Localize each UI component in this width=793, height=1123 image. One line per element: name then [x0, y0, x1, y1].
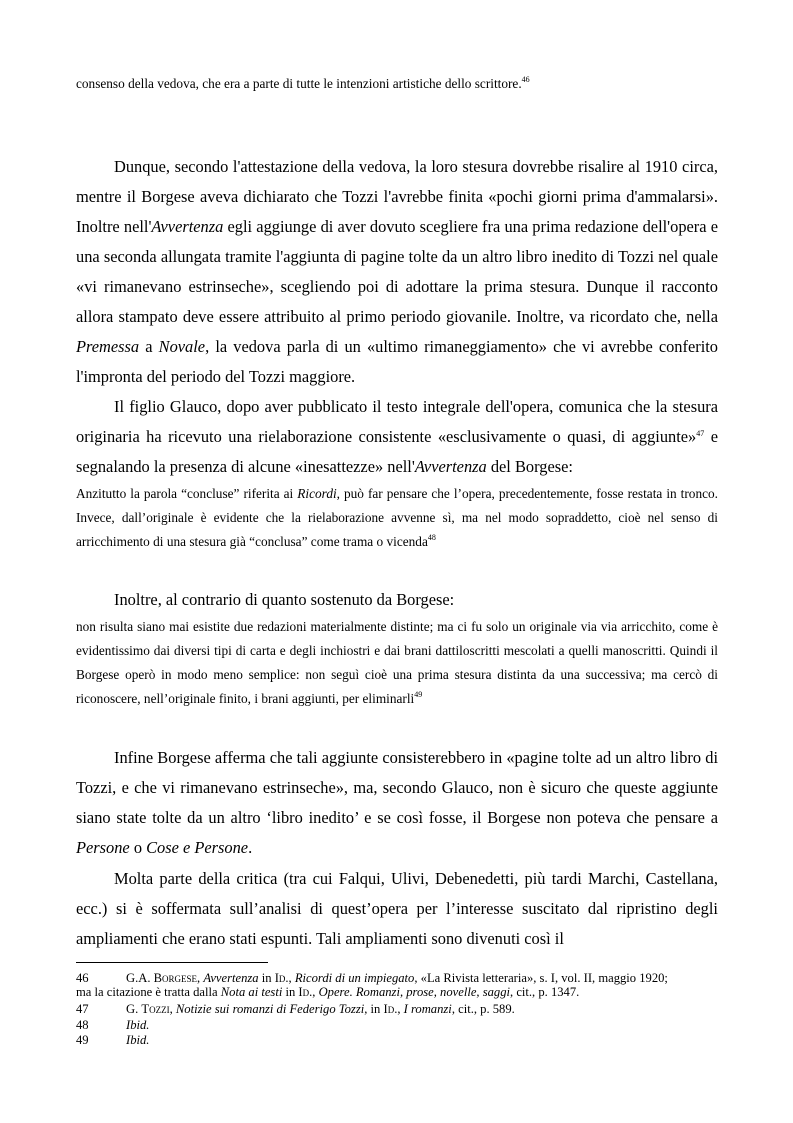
footnote-ref-46: 46 [521, 75, 530, 84]
paragraph-critica: Molta parte della critica (tra cui Falqui, Ulivi, Debenedetti, più tardi Marchi, Castellana, ecc.) si è soffermata sull’analisi di quest’opera per l’interesse suscitato dal ripristino degli ampliamenti che erano stati espunti. Tali ampliamenti sono divenuti così il [76, 869, 718, 948]
paragraph-inoltre: Inoltre, al contrario di quanto sostenuto da Borgese: [114, 590, 455, 609]
footnote-47: 47 G. Tozzi, Notizie sui romanzi di Federigo Tozzi, in Id., I romanzi, cit., p. 589. [76, 1002, 515, 1016]
block-quote-2: non risulta siano mai esistite due redazioni materialmente distinte; ma ci fu solo un originale via via arricchito, come è evidentissimo dai diversi tipi di carta e degli inchiostri e dai brani dattiloscritti mescolati a quelli manoscritti. Quindi il Borgese operò in modo meno semplice: non seguì cioè una prima stesura distinta da una successiva; ma cercò di riconoscere, nell’originale finito, i brani aggiunti, per eliminarli$^{49}$ [76, 619, 718, 706]
carryover-text: consenso della vedova, che era a parte di tutte le intenzioni artistiche dello scrittore. [76, 76, 522, 91]
paragraph-glauco: Il figlio Glauco, dopo aver pubblicato il testo integrale dell'opera, comunica che la stesura originaria ha ricevuto una rielaborazione consistente «esclusivamente o quasi, di aggiunte»$^{47}$ e segnalando la presenza di alcune «inesattezze» nell'Avvertenza del Borgese: [76, 397, 718, 476]
footnote-ref-47: 47 [696, 429, 705, 438]
paragraph-dunque: Dunque, secondo l'attestazione della vedova, la loro stesura dovrebbe risalire al 1910 circa, mentre il Borgese aveva dichiarato che Tozzi l'avrebbe finita «pochi giorni prima d'ammalarsi». Inoltre nell'Avvertenza egli aggiunge di aver dovuto scegliere fra una prima redazione dell'opera e una seconda allungata tramite l'aggiunta di pagine tolte da un altro libro inedito di Tozzi nel quale «vi rimanevano estrinseche», scegliendo poi di adottare la prima stesura. Dunque il racconto allora stampato deve essere attribuito al primo periodo giovanile. Inoltre, va ricordato che, nella Premessa a Novale, la vedova parla di un «ultimo rimaneggiamento» che vi avrebbe conferito l'impronta del periodo del Tozzi maggiore. [76, 157, 718, 386]
footnote-49: 49 Ibid. [76, 1033, 150, 1047]
footnote-48: 48 Ibid. [76, 1018, 150, 1032]
footnote-separator [76, 962, 268, 963]
footnote-46: 46 G.A. Borgese, Avvertenza in Id., Ricordi di un impiegato, «La Rivista letteraria», s. I, vol. II, maggio 1920; ma la citazione è tratta dalla Nota ai testi in Id., Opere. Romanzi, prose, novelle, saggi, cit., p. 1347. [76, 971, 718, 1000]
footnote-46-continuation: ma la citazione è tratta dalla Nota ai testi in Id., Opere. Romanzi, prose, novelle, saggi, cit., p. 1347. [76, 985, 580, 1000]
footnote-ref-48: 48 [427, 533, 436, 542]
paragraph-infine: Infine Borgese afferma che tali aggiunte consisterebbero in «pagine tolte ad un altro libro di Tozzi, e che vi rimanevano estrinseche», ma, secondo Glauco, non è sicuro che queste aggiunte siano state tolte da un altro ‘libro inedito’ e se così fosse, il Borgese non poteva che pensare a Persone o Cose e Persone. [76, 748, 718, 857]
carryover-line [76, 73, 718, 95]
footnote-ref-49: 49 [414, 690, 423, 699]
block-quote-1: Anzitutto la parola “concluse” riferita ai Ricordi, può far pensare che l’opera, precedentemente, fosse restata in tronco. Invece, dall’originale è evidente che la rielaborazione avvenne sì, ma nel modo sopraddetto, cioè nel senso di arricchimento di una stesura già “conclusa” come trama o vicenda$^{48}$ [76, 486, 718, 549]
